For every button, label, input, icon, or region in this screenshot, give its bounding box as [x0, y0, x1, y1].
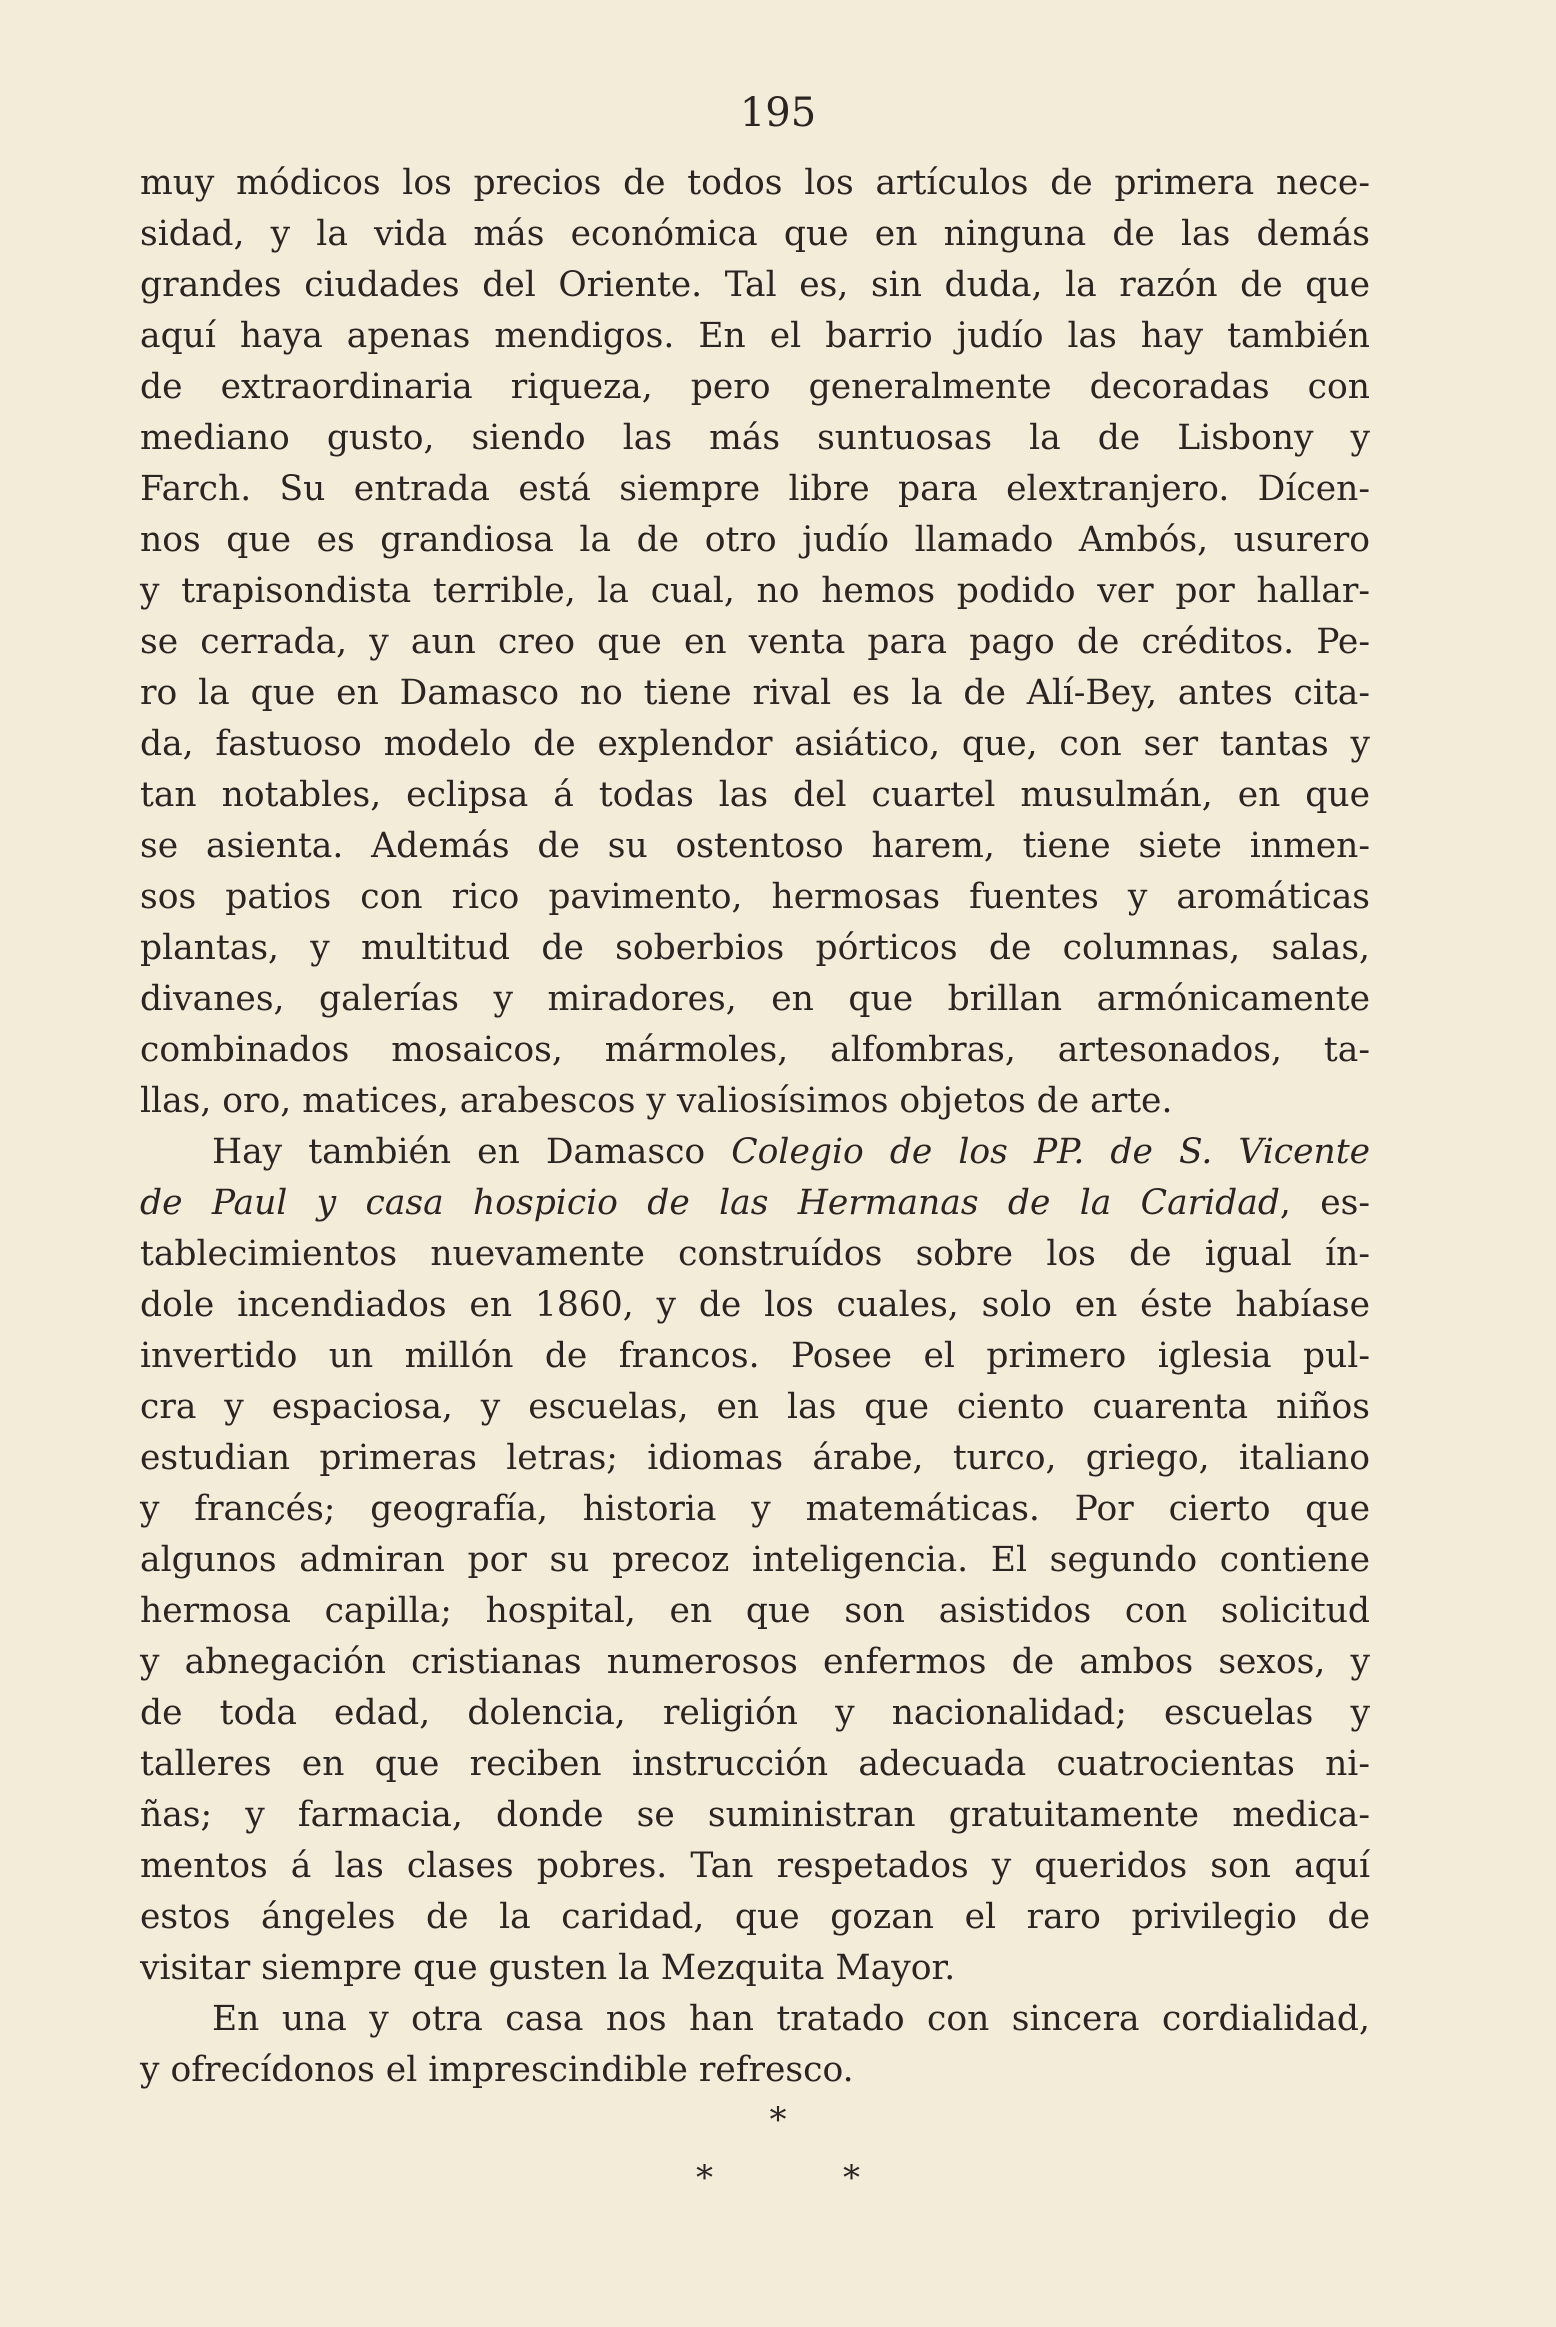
text-line: muy módicos los precios de todos los artículos de primera nece- [140, 163, 1370, 203]
text-line: y trapisondista terrible, la cual, no hemos podido ver por hallar- [140, 571, 1370, 611]
text-line: se cerrada, y aun creo que en venta para pago de créditos. Pe- [140, 622, 1370, 662]
asterism-top [0, 2100, 1556, 2140]
text-line: visitar siempre que gusten la Mezquita Mayor. [140, 1948, 956, 1988]
text-line: de extraordinaria riqueza, pero generalmente decoradas con [140, 367, 1370, 407]
text-line: plantas, y multitud de soberbios pórticos de columnas, salas, [140, 928, 1370, 968]
text-line: ro la que en Damasco no tiene rival es la de Alí-Bey, antes cita- [140, 673, 1370, 713]
text-line: aquí haya apenas mendigos. En el barrio judío las hay también [140, 316, 1370, 356]
text-line: algunos admiran por su precoz inteligencia. El segundo contiene [140, 1540, 1370, 1580]
text-line: Farch. Su entrada está siempre libre para elextranjero. Dícen- [140, 469, 1370, 509]
text-line: se asienta. Además de su ostentoso harem, tiene siete inmen- [140, 826, 1370, 866]
asterisk-glyph: * [843, 2158, 860, 2198]
text-line: sos patios con rico pavimento, hermosas fuentes y aromáticas [140, 877, 1370, 917]
text-line: dole incendiados en 1860, y de los cuales, solo en éste habíase [140, 1285, 1370, 1325]
page-number: 195 [739, 90, 817, 136]
text-line: mediano gusto, siendo las más suntuosas la de Lisbony y [140, 418, 1370, 458]
text-line: llas, oro, matices, arabescos y valiosísimos objetos de arte. [140, 1081, 1173, 1121]
asterism-bottom [0, 2158, 1556, 2198]
text-line: grandes ciudades del Oriente. Tal es, sin duda, la razón de que [140, 265, 1370, 305]
text-line [140, 1127, 1370, 1178]
text-line: de toda edad, dolencia, religión y nacionalidad; escuelas y [140, 1693, 1370, 1733]
text-line: da, fastuoso modelo de explendor asiático, que, con ser tantas y [140, 724, 1370, 764]
text-line: talleres en que reciben instrucción adecuada cuatrocientas ni- [140, 1744, 1370, 1784]
text-line: nos que es grandiosa la de otro judío llamado Ambós, usurero [140, 520, 1370, 560]
text-line: tablecimientos nuevamente construídos sobre los de igual ín- [140, 1234, 1370, 1274]
text-line: cra y espaciosa, y escuelas, en las que ciento cuarenta niños [140, 1387, 1370, 1427]
text-line: tan notables, eclipsa á todas las del cuartel musulmán, en que [140, 775, 1370, 815]
text-line: divanes, galerías y miradores, en que brillan armónicamente [140, 979, 1370, 1019]
text-line: y abnegación cristianas numerosos enfermos de ambos sexos, y [140, 1642, 1370, 1682]
text-line: y francés; geografía, historia y matemáticas. Por cierto que [140, 1489, 1370, 1529]
asterisk-glyph: * [696, 2158, 713, 2198]
text-span: , es- [1279, 1183, 1370, 1223]
text-line: mentos á las clases pobres. Tan respetados y queridos son aquí [140, 1846, 1370, 1886]
text-line: En una y otra casa nos han tratado con sincera cordialidad, [212, 1999, 1370, 2039]
text-line [140, 1178, 1370, 1229]
text-line: combinados mosaicos, mármoles, alfombras, artesonados, ta- [140, 1030, 1370, 1070]
text-line: y ofrecídonos el imprescindible refresco. [140, 2050, 854, 2090]
italic-title: Colegio de los PP. de S. Vicente [731, 1132, 1370, 1172]
body-text [140, 158, 1370, 2096]
asterisk-glyph: * [769, 2100, 787, 2140]
text-line: sidad, y la vida más económica que en ninguna de las demás [140, 214, 1370, 254]
text-span: Hay también en Damasco [212, 1132, 732, 1172]
text-line: estos ángeles de la caridad, que gozan el raro privilegio de [140, 1897, 1370, 1937]
text-line: hermosa capilla; hospital, en que son asistidos con solicitud [140, 1591, 1370, 1631]
text-line: ñas; y farmacia, donde se suministran gratuitamente medica- [140, 1795, 1370, 1835]
text-line: estudian primeras letras; idiomas árabe, turco, griego, italiano [140, 1438, 1370, 1478]
text-line: invertido un millón de francos. Posee el primero iglesia pul- [140, 1336, 1370, 1376]
italic-title: de Paul y casa hospicio de las Hermanas de la Caridad [140, 1183, 1280, 1223]
